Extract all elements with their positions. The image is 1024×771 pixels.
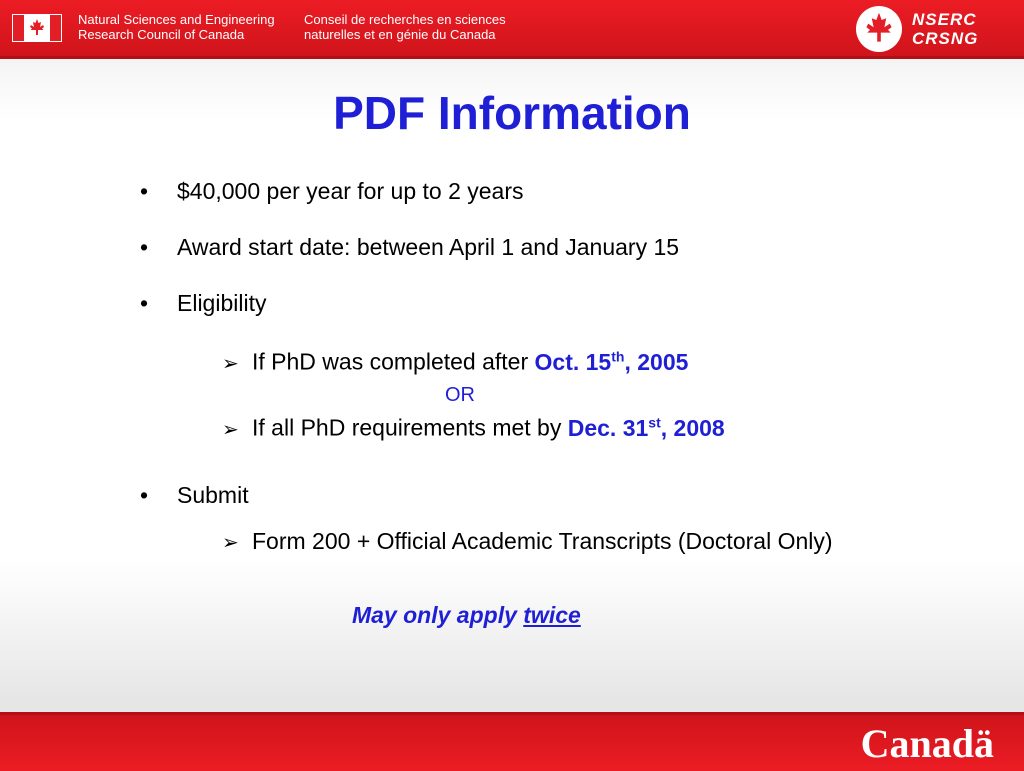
- note-prefix: May only apply: [352, 602, 524, 628]
- maple-leaf-icon: [856, 6, 902, 52]
- sub-bullet-text: If all PhD requirements met by: [252, 414, 568, 441]
- note-emphasis: twice: [523, 602, 581, 628]
- date-text: Dec. 31: [567, 414, 649, 441]
- date-sup: st: [648, 414, 661, 430]
- apply-note: [352, 602, 581, 629]
- footer-bar: [0, 712, 1024, 771]
- sub-bullet-text: Form 200 + Official Academic Transcripts (Doctoral Only): [252, 528, 833, 554]
- bullet-dot-icon: •: [140, 290, 149, 316]
- or-label: OR: [445, 384, 475, 406]
- org-name-english: [78, 12, 275, 42]
- org-name-french: [304, 12, 506, 42]
- arrow-bullet-icon: ➢: [222, 352, 239, 375]
- arrow-bullet-icon: ➢: [222, 532, 239, 554]
- header-bar: [0, 0, 1024, 59]
- date-highlight: [568, 415, 725, 441]
- date-highlight: [535, 349, 689, 375]
- org-en-line1: Natural Sciences and Engineering: [78, 12, 275, 27]
- page-title: PDF Information: [333, 87, 691, 139]
- bullet-item: [140, 178, 524, 205]
- bullet-text: $40,000 per year for up to 2 years: [177, 178, 524, 204]
- logo-line2: CRSNG: [912, 29, 979, 48]
- org-fr-line2: naturelles et en génie du Canada: [304, 27, 496, 42]
- logo-line1: NSERC: [912, 10, 977, 29]
- date-year: , 2008: [660, 414, 725, 441]
- bullet-dot-icon: •: [140, 234, 149, 260]
- bullet-text: Award start date: between April 1 and January 15: [177, 234, 680, 260]
- date-text: Oct. 15: [534, 348, 612, 375]
- bullet-text: Eligibility: [177, 290, 267, 316]
- bullet-item: [140, 290, 266, 317]
- sub-bullet-item: [222, 414, 725, 442]
- bullet-dot-icon: •: [140, 178, 149, 204]
- bullet-text: Submit: [177, 482, 249, 508]
- bullet-item: [140, 482, 249, 509]
- date-sup: th: [611, 348, 625, 364]
- arrow-bullet-icon: ➢: [222, 418, 239, 441]
- sub-bullet-text: If PhD was completed after: [252, 348, 535, 375]
- bullet-dot-icon: •: [140, 482, 149, 508]
- sub-bullet-item: [222, 348, 688, 376]
- org-en-line2: Research Council of Canada: [78, 27, 245, 42]
- org-fr-line1: Conseil de recherches en sciences: [304, 12, 506, 27]
- nserc-logo-text: [912, 10, 978, 48]
- bullet-item: [140, 234, 679, 261]
- sub-bullet-item: [222, 528, 833, 555]
- date-year: , 2005: [624, 348, 689, 375]
- canada-wordmark: Canadä: [860, 721, 994, 766]
- canada-flag-icon: [12, 14, 62, 42]
